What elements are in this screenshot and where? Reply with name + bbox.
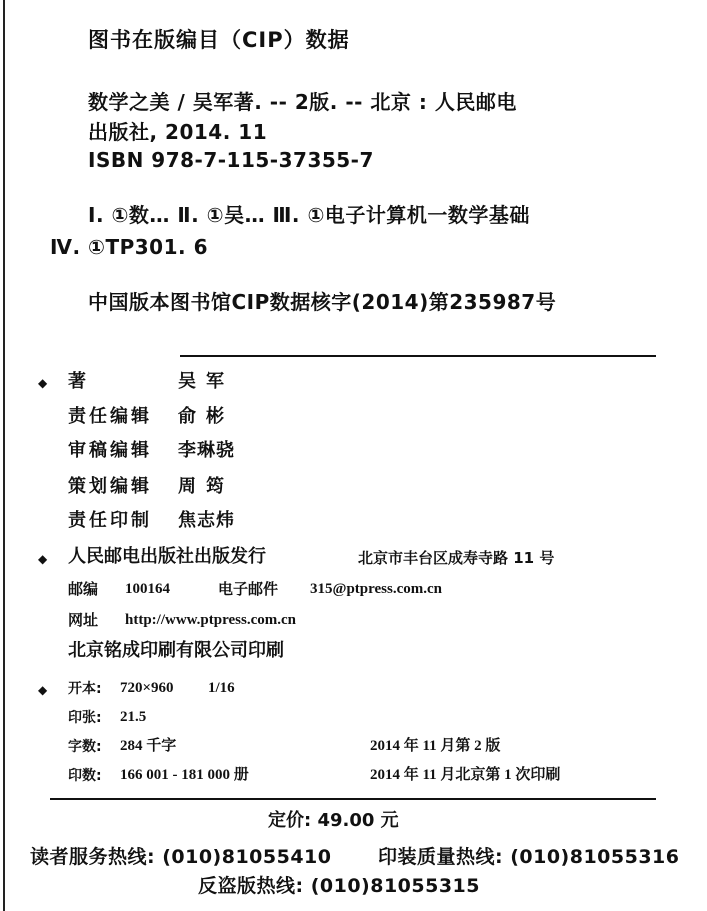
credit-name: 俞彬	[178, 406, 234, 427]
cip-isbn: ISBN 978-7-115-37355-7	[88, 148, 374, 172]
bullet-publisher: ◆	[38, 552, 48, 566]
words-label: 字数:	[68, 739, 102, 755]
price: 定价: 49.00 元	[268, 810, 399, 831]
anti-piracy-hotline: 反盗版热线: (010)81055315	[198, 875, 481, 897]
postcode-value: 100164	[125, 581, 170, 597]
cip-classification-2: Ⅳ. ①TP301. 6	[50, 235, 208, 259]
format-value: 720×960	[120, 680, 174, 696]
fold-value: 1/16	[208, 680, 235, 696]
prints-value: 166 001 - 181 000 册	[120, 767, 249, 783]
credit-role: 著	[68, 371, 89, 392]
credit-name: 李琳骁	[178, 440, 235, 461]
format-label: 开本:	[68, 681, 102, 697]
page-left-border	[3, 0, 5, 911]
bullet-credits: ◆	[38, 376, 48, 390]
publisher-name: 人民邮电出版社出版发行	[68, 546, 266, 567]
edition-info: 2014 年 11 月第 2 版	[370, 738, 501, 754]
credit-name: 焦志炜	[178, 510, 235, 531]
cip-title: 图书在版编目（CIP）数据	[88, 28, 350, 52]
printing-info: 2014 年 11 月北京第 1 次印刷	[370, 767, 561, 783]
email-value: 315@ptpress.com.cn	[310, 581, 443, 597]
publisher-address: 北京市丰台区成寿寺路 11 号	[358, 549, 555, 567]
credit-role: 策划编辑	[68, 476, 152, 497]
email-label: 电子邮件	[218, 580, 279, 598]
website-value: http://www.ptpress.com.cn	[125, 612, 296, 628]
prints-label: 印数:	[68, 768, 102, 784]
words-value: 284 千字	[120, 738, 177, 754]
divider-top	[180, 355, 656, 357]
cip-classification-1: Ⅰ. ①数… Ⅱ. ①吴… Ⅲ. ①电子计算机一数学基础	[88, 203, 530, 227]
credit-name: 吴军	[178, 371, 234, 392]
website-label: 网址	[68, 611, 99, 629]
postcode-label: 邮编	[68, 580, 99, 598]
credit-role: 审稿编辑	[68, 440, 152, 461]
divider-bottom	[50, 798, 656, 800]
credit-role: 责任编辑	[68, 406, 152, 427]
reader-service-hotline: 读者服务热线: (010)81055410	[30, 846, 332, 868]
cip-line-2: 出版社, 2014. 11	[88, 120, 268, 144]
credit-role: 责任印制	[68, 510, 152, 531]
print-quality-hotline: 印装质量热线: (010)81055316	[378, 846, 680, 868]
bullet-specs: ◆	[38, 683, 48, 697]
cip-line-1: 数学之美 / 吴军著. -- 2版. -- 北京 : 人民邮电	[88, 90, 517, 114]
sheets-label: 印张:	[68, 710, 102, 726]
cip-record-number: 中国版本图书馆CIP数据核字(2014)第235987号	[88, 290, 557, 314]
sheets-value: 21.5	[120, 709, 147, 725]
printer-name: 北京铭成印刷有限公司印刷	[68, 640, 284, 661]
credit-name: 周筠	[178, 476, 234, 497]
